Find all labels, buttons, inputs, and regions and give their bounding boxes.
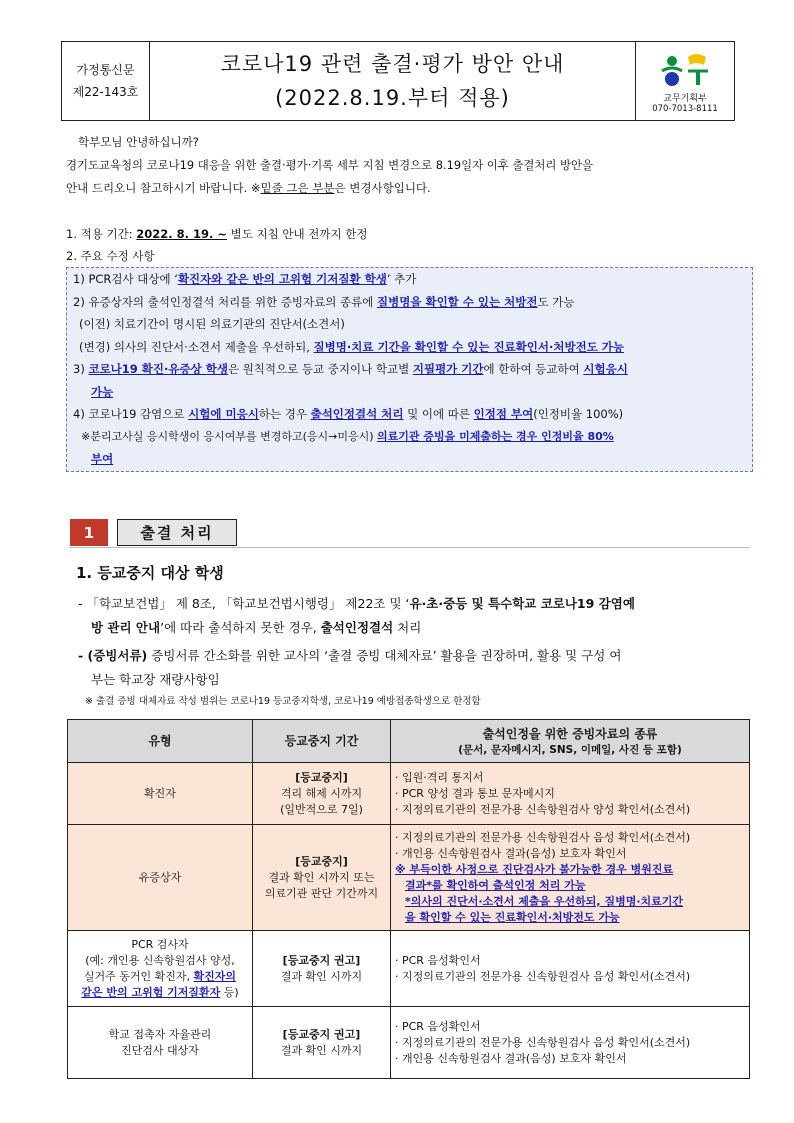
doc-title: 코로나19 관련 출결·평가 방안 안내: [220, 52, 565, 76]
table-row: [68, 931, 750, 1007]
col-period: 등교중지 기간: [253, 720, 391, 763]
change-3: 3) 코로나19 확진·유증상 학생은 원칙적으로 등교 중지이나 학교별 지필평가 기간에 한하여 등교하여 시험응시: [73, 362, 628, 376]
dept-block: [636, 42, 734, 120]
change-2: 2) 유증상자의 출석인정결석 처리를 위한 증빙자료의 종류에 질병명을 확인할 수 있는 처방전도 가능: [73, 294, 575, 309]
evidence-docs: - (증빙서류) 증빙서류 간소화를 위한 교사의 ‘출결 증빙 대체자료’ 활용을 권장하며, 활용 및 구성 여 부는 학교장 재량사항임: [78, 648, 622, 687]
change-1: 1) PCR검사 대상에 ‘확진자와 같은 반의 고위험 기저질환 학생’ 추가: [73, 272, 417, 286]
legal-basis: - 「학교보건법」 제 8조, 「학교보건법시행령」 제22조 및 ‘유·초·중등 및 특수학교 코로나19 감염예 방 관리 안내’에 따라 출석하지 못한 경우, 출석인정결석 처리: [78, 596, 635, 635]
doc-meta: [62, 42, 150, 120]
section-number: 1: [70, 519, 108, 546]
school-logo-icon: [658, 49, 712, 89]
doc-category: 가정통신문: [76, 63, 135, 77]
doc-title-block: [150, 42, 636, 120]
dept-phone: 070-7013-8111: [652, 103, 718, 114]
changes-label: 2. 주요 수정 사항: [66, 249, 155, 263]
changes-box: [66, 267, 753, 472]
greeting: 학부모님 안녕하십니까?: [78, 135, 199, 149]
row-period: [등교중지] 격리 해제 시까지 (일반적으로 7일): [253, 763, 391, 825]
attendance-table: [67, 719, 750, 1079]
row-type: PCR 검사자 (예: 개인용 신속항원검사 양성, 실거주 동거인 확진자, 확진자의 같은 반의 고위험 기저질환자 등): [68, 931, 253, 1007]
col-evidence: 출석인정을 위한 증빙자료의 종류 (문서, 문자메시지, SNS, 이메일, 사진 등 포함): [391, 720, 750, 763]
subsection-title: 1. 등교중지 대상 학생: [76, 564, 224, 582]
row-evidence: · PCR 음성확인서 · 지정의료기관의 전문가용 신속항원검사 음성 확인서(소견서): [391, 931, 750, 1007]
change-2-before: (이전) 치료기간이 명시된 의료기관의 진단서(소견서): [79, 317, 345, 331]
row-period: [등교중지 권고] 결과 확인 시까지: [253, 931, 391, 1007]
col-type: 유형: [68, 720, 253, 763]
intro-line-1: 경기도교육청의 코로나19 대응을 위한 출결·평가·기록 세부 지침 변경으로 8.19일자 이후 출결처리 방안을: [66, 158, 594, 172]
change-4-note: ※분리고사실 응시학생이 응시여부를 변경하고(응시→미응시) 의료기관 증빙을 미제출하는 경우 인정비율 80%: [81, 429, 614, 443]
change-4-note-cont: 부여: [91, 452, 114, 466]
intro-text-end: 은 변경사항입니다.: [334, 181, 431, 195]
intro-line-2: [66, 176, 431, 200]
dept-name: 교무기획부: [663, 93, 707, 104]
row-type: 유증상자: [68, 825, 253, 931]
table-row: [68, 1007, 750, 1079]
row-period: [등교중지 권고] 결과 확인 시까지: [253, 1007, 391, 1079]
table-row: [68, 825, 750, 931]
doc-number: 제22-143호: [72, 85, 139, 99]
scope-note: ※ 출결 증빙 대체자료 작성 범위는 코로나19 등교중지학생, 코로나19 예방접종학생으로 한정함: [85, 696, 481, 707]
apply-period: [66, 222, 368, 246]
period-rest: 별도 지침 안내 전까지 한정: [227, 227, 368, 241]
section-title: 출결 처리: [117, 519, 237, 546]
row-period: [등교중지] 결과 확인 시까지 또는 의료기관 판단 기간까지: [253, 825, 391, 931]
document-header: [61, 41, 735, 121]
row-evidence: · 입원·격리 통지서 · PCR 양성 결과 통보 문자메시지 · 지정의료기관의 전문가용 신속항원검사 양성 확인서(소견서): [391, 763, 750, 825]
change-3-cont: 가능: [91, 384, 114, 399]
change-4: 4) 코로나19 감염으로 시험에 미응시하는 경우 출석인정결석 처리 및 이에 따른 인정점 부여(인정비율 100%): [73, 407, 624, 421]
section-divider: [70, 547, 750, 548]
row-type: 학교 접촉자 자율관리 진단검사 대상자: [68, 1007, 253, 1079]
row-type: 확진자: [68, 763, 253, 825]
intro-text: 안내 드리오니 참고하시기 바랍니다. ※: [66, 181, 261, 195]
change-2-after: (변경) 의사의 진단서·소견서 제출을 우선하되, 질병명·치료 기간을 확인할 수 있는 진료확인서·처방전도 가능: [79, 339, 625, 354]
intro-underlined: 밑줄 그은 부분: [260, 181, 335, 195]
table-header: [68, 720, 750, 763]
row-evidence: · 지정의료기관의 전문가용 신속항원검사 음성 확인서(소견서) · 개인용 신속항원검사 결과(음성) 보호자 확인서 ※ 부득이한 사정으로 진단검사가 불가능한 경우 병원진료 결과*를 확인하여 출석인정 처리 가능 *의사의 진단서·소견서 제출을 우선하되, 질병명·치료기간 을 확인할 수 있는 진료확인서·처방전도 가능: [391, 825, 750, 931]
table-row: [68, 763, 750, 825]
period-value: 2022. 8. 19. ~: [136, 227, 228, 241]
doc-subtitle: (2022.8.19.부터 적용): [275, 86, 510, 110]
period-label: 1. 적용 기간:: [66, 227, 137, 241]
row-evidence: · PCR 음성확인서 · 지정의료기관의 전문가용 신속항원검사 음성 확인서(소견서) · 개인용 신속항원검사 결과(음성) 보호자 확인서: [391, 1007, 750, 1079]
